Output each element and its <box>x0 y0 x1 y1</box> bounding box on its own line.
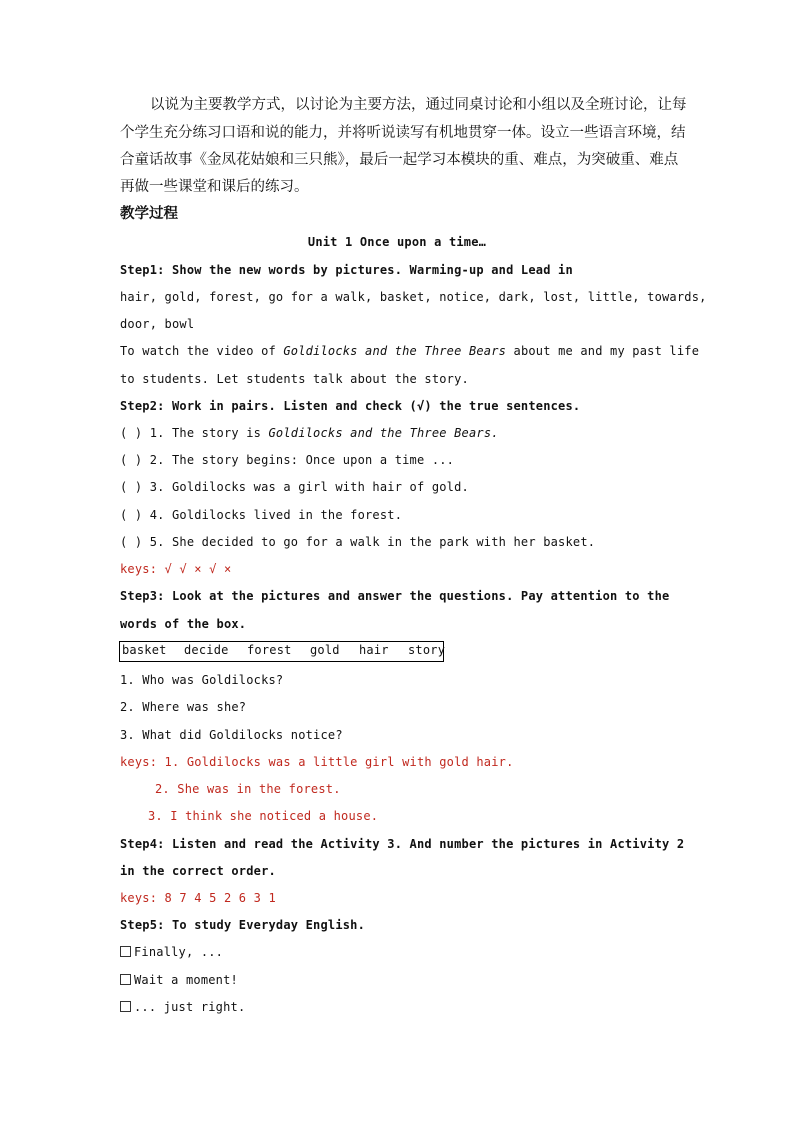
step4-heading-line-1: Step4: Listen and read the Activity 3. And number the pictures in Activity 2 <box>120 837 685 851</box>
step2-item-2: ( ) 2. The story begins: Once upon a time ... <box>120 453 455 467</box>
box-word-forest: forest <box>247 643 292 657</box>
step2-keys: keys: √ √ × √ × <box>120 562 232 576</box>
square-bullet-icon <box>120 1001 131 1012</box>
step3-heading-line-2: words of the box. <box>120 617 247 631</box>
box-word-story: story <box>408 643 446 657</box>
step3-key-2: 2. She was in the forest. <box>155 782 341 796</box>
step3-key-1: keys: 1. Goldilocks was a little girl with gold hair. <box>120 755 514 769</box>
video-title: Goldilocks and the Three Bears <box>283 344 507 358</box>
step3-question-2: 2. Where was she? <box>120 700 247 714</box>
box-word-gold: gold <box>310 643 340 657</box>
intro-line-2: 个学生充分练习口语和说的能力，并将听说读写有机地贯穿一体。设立一些语言环境，结 <box>120 125 686 141</box>
step2-item-3: ( ) 3. Goldilocks was a girl with hair of gold. <box>120 480 469 494</box>
step2-heading: Step2: Work in pairs. Listen and check (√) the true sentences. <box>120 399 581 413</box>
unit-title: Unit 1 Once upon a time… <box>307 235 487 249</box>
box-word-basket: basket <box>122 643 167 657</box>
step2-item-4: ( ) 4. Goldilocks lived in the forest. <box>120 508 403 522</box>
box-word-decide: decide <box>184 643 229 657</box>
item-1-italic: Goldilocks and the Three Bears. <box>268 426 499 440</box>
section-heading: 教学过程 <box>120 206 178 222</box>
video-pre: To watch the video of <box>120 344 284 358</box>
step3-question-3: 3. What did Goldilocks notice? <box>120 728 343 742</box>
step5-item-1-text: Finally, ... <box>134 945 224 959</box>
step5-item-3 <box>120 998 245 1016</box>
square-bullet-icon <box>120 946 131 957</box>
step4-keys: keys: 8 7 4 5 2 6 3 1 <box>120 891 276 905</box>
square-bullet-icon <box>120 974 131 985</box>
intro-line-3: 合童话故事《金凤花姑娘和三只熊》，最后一起学习本模块的重、难点，为突破重、难点 <box>120 152 679 168</box>
step1-words-line-2: door, bowl <box>120 317 195 331</box>
video-post: about me and my past life <box>506 344 700 358</box>
intro-line-4: 再做一些课堂和课后的练习。 <box>120 179 309 195</box>
intro-line-1: 以说为主要教学方式，以讨论为主要方法，通过同桌讨论和小组以及全班讨论，让每 <box>150 97 687 113</box>
step5-item-1 <box>120 943 223 961</box>
step2-item-1 <box>120 424 499 442</box>
step1-heading: Step1: Show the new words by pictures. Warming-up and Lead in <box>120 263 573 277</box>
step3-key-3: 3. I think she noticed a house. <box>148 809 379 823</box>
step2-item-5: ( ) 5. She decided to go for a walk in the park with her basket. <box>120 535 596 549</box>
step3-heading-line-1: Step3: Look at the pictures and answer the questions. Pay attention to the <box>120 589 670 603</box>
step1-video-line-2: to students. Let students talk about the story. <box>120 372 469 386</box>
step1-video-line-1 <box>120 342 699 360</box>
box-word-hair: hair <box>359 643 389 657</box>
step5-item-2-text: Wait a moment! <box>134 973 238 987</box>
word-box <box>119 641 444 662</box>
step4-heading-line-2: in the correct order. <box>120 864 276 878</box>
step5-item-3-text: ... just right. <box>134 1000 246 1014</box>
step5-item-2 <box>120 971 238 989</box>
item-1-text: ( ) 1. The story is <box>120 426 269 440</box>
step3-question-1: 1. Who was Goldilocks? <box>120 673 284 687</box>
step5-heading: Step5: To study Everyday English. <box>120 918 366 932</box>
step1-words-line-1: hair, gold, forest, go for a walk, basket, notice, dark, lost, little, towards, <box>120 290 707 304</box>
